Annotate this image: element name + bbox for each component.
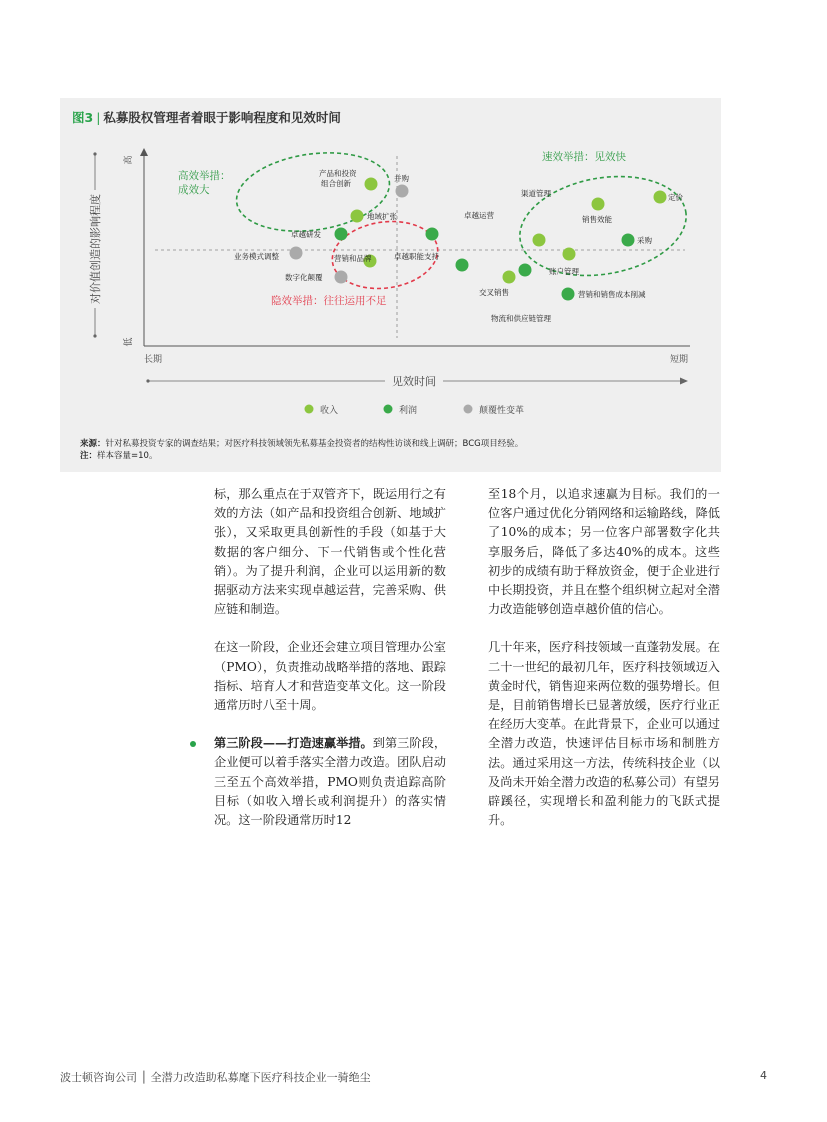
data-point <box>335 228 348 241</box>
x-right-label: 短期 <box>669 355 688 365</box>
y-axis-arrow <box>140 148 148 156</box>
data-point <box>533 234 546 247</box>
data-point-label: 销售效能 <box>582 215 612 224</box>
paragraph: 标，那么重点在于双管齐下，既运用行之有效的方法（如产品和投资组合创新、地域扩张），又采取更具创新性的手段（如基于大数据的客户细分、下一代销售或个性化营销）。为了提升利润，企业可以运用新的数据驱动方法来实现卓越运营，完善采购、供应链和制造。 <box>214 487 446 617</box>
data-point-label: 组合创新 <box>321 179 351 188</box>
group-label-quick-wins: 速效举措：见效快 <box>542 151 626 163</box>
y-label-line-end-top <box>93 152 96 155</box>
note-text: 样本容量=10。 <box>97 451 158 461</box>
bullet-dot-icon <box>190 741 196 747</box>
data-point-label: 并购 <box>394 174 409 183</box>
data-point-label: 卓越运营 <box>464 211 494 220</box>
text-column-left <box>214 485 446 849</box>
group-label-high-impact-line1: 高效举措： <box>178 170 231 182</box>
data-point-label: 营销和销售成本削减 <box>578 290 646 299</box>
x-label-line-end-left <box>146 379 149 382</box>
y-axis-label: 对价值创造的影响程度 <box>89 194 102 304</box>
data-point-label: 卓越职能支持 <box>394 252 439 261</box>
data-point <box>563 248 576 261</box>
data-point-label: 营销和品牌 <box>334 254 372 263</box>
legend-label-profit: 利润 <box>399 406 418 416</box>
source-text: 针对私募投资专家的调查结果；对医疗科技领域领先私募基金投资者的结构性访谈和线上调研；BCG项目经验。 <box>105 439 524 449</box>
data-point <box>335 271 348 284</box>
data-point <box>456 259 469 272</box>
y-high-label: 高 <box>124 155 134 165</box>
legend-dot-revenue <box>305 405 314 414</box>
x-left-label: 长期 <box>144 355 163 365</box>
text-column-right <box>488 485 720 849</box>
group-ellipse-high-impact <box>231 144 394 241</box>
data-point <box>622 234 635 247</box>
data-point-label: 产品和投资 <box>319 169 357 178</box>
footer-text: 波士顿咨询公司 │ 全潜力改造助私募麾下医疗科技企业一骑绝尘 <box>60 1071 371 1084</box>
data-point <box>519 264 532 277</box>
data-point <box>351 210 364 223</box>
legend-label-disruption: 颠覆性变革 <box>479 406 525 416</box>
figure-title-text: 私募股权管理者着眼于影响程度和见效时间 <box>103 110 341 125</box>
paragraph: 几十年来，医疗科技领域一直蓬勃发展。在二十一世纪的最初几年，医疗科技领域迈入黄金时代，销售迎来两位数的强势增长。但是，目前销售增长已显著放缓，医疗行业正在经历大变革。在此背景下，企业可以通过全潜力改造，快速评估目标市场和制胜方法。通过采用这一方法，传统科技企业（以及尚未开始全潜力改造的私募公司）有望另辟蹊径，实现增长和盈利能力的飞跃式提升。 <box>488 640 720 828</box>
figure-panel <box>60 98 721 472</box>
data-point-label: 定价 <box>668 193 683 202</box>
data-point <box>592 198 605 211</box>
figure-source <box>80 438 523 462</box>
group-label-hidden: 隐效举措：往往运用不足 <box>271 295 387 307</box>
data-point-label: 卓越研发 <box>291 230 321 239</box>
data-point <box>426 228 439 241</box>
group-label-high-impact-line2: 成效大 <box>178 184 210 196</box>
data-point-label: 交叉销售 <box>479 288 509 297</box>
data-point-label: 账户管理 <box>549 267 579 276</box>
paragraph: 在这一阶段，企业还会建立项目管理办公室（PMO），负责推动战略举措的落地、跟踪指标、培育人才和营造变革文化。这一阶段通常历时八至十周。 <box>214 640 446 713</box>
y-label-line-end-bottom <box>93 334 96 337</box>
legend-dot-disruption <box>464 405 473 414</box>
data-point-label: 渠道管理 <box>521 189 551 198</box>
data-point-label: 地域扩张 <box>367 212 397 221</box>
paragraph: 至18个月，以追求速赢为目标。我们的一位客户通过优化分销网络和运输路线，降低了10%的成本；另一位客户部署数字化共享服务后，降低了多达40%的成本。这些初步的成绩有助于释放资金，便于企业进行中长期投资，并且在整个组织树立起对全潜力改造能够创造卓越价值的信心。 <box>488 487 720 617</box>
data-point <box>654 191 667 204</box>
bullet-item <box>214 734 446 830</box>
scatter-chart <box>60 98 721 472</box>
page-number: 4 <box>760 1069 767 1082</box>
figure-label: 图3 <box>72 110 94 125</box>
bullet-text: 到第三阶段，企业便可以着手落实全潜力改造。团队启动三至五个高效举措，PMO则负责追踪高阶目标（如收入增长或利润提升）的落实情况。这一阶段通常历时12 <box>214 736 447 828</box>
data-point <box>503 271 516 284</box>
data-point-label: 数字化颠覆 <box>285 273 323 282</box>
figure-title: 图3 | 私募股权管理者着眼于影响程度和见效时间 <box>72 110 341 125</box>
legend-label-revenue: 收入 <box>320 406 339 416</box>
data-point <box>365 178 378 191</box>
x-axis-label: 见效时间 <box>392 375 436 388</box>
note-label: 注： <box>80 451 98 461</box>
data-point-label: 业务模式调整 <box>234 252 279 261</box>
x-label-line-arrow <box>680 378 688 385</box>
group-ellipse-quick-wins <box>512 164 694 288</box>
legend-dot-profit <box>384 405 393 414</box>
data-point <box>562 288 575 301</box>
page-footer <box>60 1069 767 1085</box>
data-point <box>290 247 303 260</box>
legend <box>305 404 525 416</box>
bullet-heading: 第三阶段——打造速赢举措。 <box>214 736 373 751</box>
data-point-label: 物流和供应链管理 <box>491 314 551 323</box>
y-low-label: 低 <box>124 337 134 347</box>
source-label: 来源： <box>80 439 106 449</box>
data-point <box>396 185 409 198</box>
data-point-label: 采购 <box>637 236 652 245</box>
